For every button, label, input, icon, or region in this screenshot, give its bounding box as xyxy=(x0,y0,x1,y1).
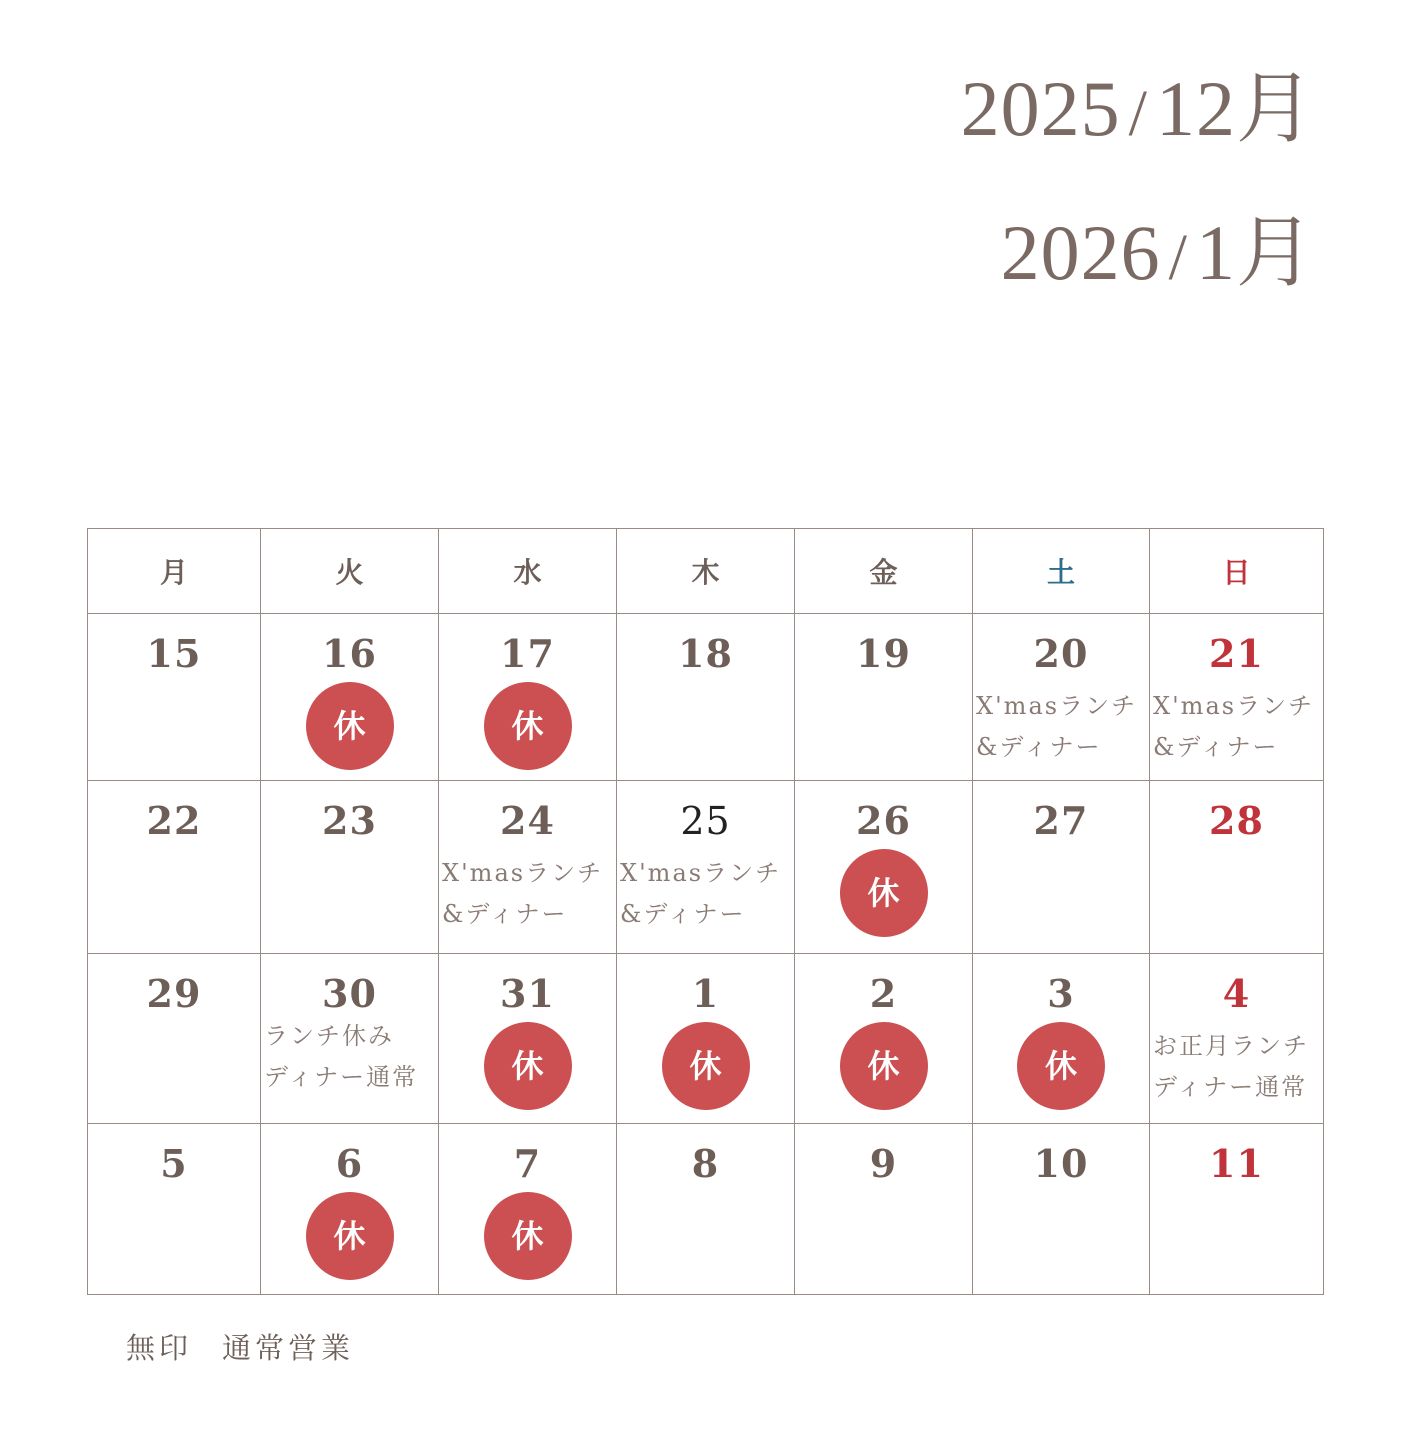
weekday-cell xyxy=(1150,529,1324,614)
day-cell xyxy=(88,614,261,781)
day-number: 8 xyxy=(691,1141,720,1186)
week-row xyxy=(88,614,1324,781)
legend-mark: 無印 xyxy=(126,1331,193,1365)
day-cell xyxy=(973,1124,1150,1295)
day-note xyxy=(1150,686,1323,768)
closed-badge: 休 xyxy=(484,1022,572,1110)
weekday-label: 月 xyxy=(159,556,188,589)
day-note-line: &ディナー xyxy=(620,900,746,928)
day-number: 26 xyxy=(856,798,911,843)
closed-badge: 休 xyxy=(1017,1022,1105,1110)
day-cell xyxy=(439,1124,617,1295)
legend-text: 通常営業 xyxy=(222,1331,355,1365)
day-cell xyxy=(439,954,617,1124)
closed-badge: 休 xyxy=(662,1022,750,1110)
day-number: 25 xyxy=(680,799,731,843)
day-number: 29 xyxy=(146,971,202,1016)
calendar-title-january xyxy=(1000,209,1315,296)
day-note-line: X'masランチ xyxy=(1153,692,1315,720)
day-cell xyxy=(973,954,1150,1124)
day-note-line: X'masランチ xyxy=(620,859,782,887)
day-number: 16 xyxy=(322,631,377,676)
day-note xyxy=(973,686,1149,768)
day-cell xyxy=(795,781,973,954)
day-note-line: X'masランチ xyxy=(976,692,1138,720)
day-cell xyxy=(88,1124,261,1295)
day-note-line: ディナー通常 xyxy=(1153,1073,1308,1101)
weekday-cell xyxy=(795,529,973,614)
day-number: 30 xyxy=(322,971,377,1016)
weekday-label: 水 xyxy=(513,556,542,589)
day-cell xyxy=(439,781,617,954)
day-note-line: お正月ランチ xyxy=(1153,1032,1309,1060)
day-number: 24 xyxy=(500,798,555,843)
title-year: 2025 xyxy=(960,65,1121,152)
day-number: 2 xyxy=(869,971,898,1016)
weekday-cell xyxy=(261,529,439,614)
day-note-line: ディナー通常 xyxy=(264,1063,419,1091)
day-number: 27 xyxy=(1033,798,1089,843)
day-number: 4 xyxy=(1222,971,1251,1016)
day-number: 22 xyxy=(146,798,202,843)
weekday-cell xyxy=(88,529,261,614)
title-month: 12月 xyxy=(1155,65,1315,152)
day-number: 10 xyxy=(1033,1141,1089,1186)
week-row xyxy=(88,781,1324,954)
closed-badge: 休 xyxy=(306,682,394,770)
weekday-label: 金 xyxy=(869,556,898,589)
day-note xyxy=(261,1016,438,1098)
day-note xyxy=(1150,1026,1323,1108)
day-cell xyxy=(1150,1124,1324,1295)
title-slash: / xyxy=(1168,221,1188,294)
title-year: 2026 xyxy=(1000,209,1161,296)
day-cell xyxy=(617,954,795,1124)
day-cell xyxy=(973,781,1150,954)
day-number: 18 xyxy=(678,631,733,676)
day-cell xyxy=(617,614,795,781)
weekday-label-saturday: 土 xyxy=(1046,556,1075,589)
closed-badge: 休 xyxy=(306,1192,394,1280)
day-cell xyxy=(261,1124,439,1295)
day-number: 3 xyxy=(1047,971,1075,1016)
day-note-line: ランチ休み xyxy=(264,1022,394,1050)
day-cell xyxy=(88,954,261,1124)
day-cell xyxy=(795,614,973,781)
day-cell xyxy=(617,781,795,954)
day-number: 28 xyxy=(1209,798,1264,843)
week-row xyxy=(88,954,1324,1124)
day-number: 31 xyxy=(500,971,555,1016)
title-month: 1月 xyxy=(1195,209,1315,296)
day-number: 17 xyxy=(500,631,555,676)
day-cell xyxy=(261,614,439,781)
closed-badge: 休 xyxy=(840,1022,928,1110)
day-cell xyxy=(617,1124,795,1295)
day-note-line: &ディナー xyxy=(1153,733,1279,761)
day-number: 1 xyxy=(691,971,720,1016)
calendar-title-december xyxy=(960,65,1315,152)
weekday-label: 火 xyxy=(335,556,364,589)
weekday-header-row xyxy=(88,529,1324,614)
day-number: 11 xyxy=(1209,1141,1264,1186)
day-note-line: &ディナー xyxy=(442,900,568,928)
day-note-line: &ディナー xyxy=(976,733,1102,761)
day-cell xyxy=(439,614,617,781)
day-cell xyxy=(261,781,439,954)
title-slash: / xyxy=(1128,77,1148,150)
closed-badge: 休 xyxy=(484,682,572,770)
day-cell xyxy=(1150,614,1324,781)
day-cell xyxy=(261,954,439,1124)
day-cell xyxy=(795,954,973,1124)
day-note xyxy=(439,853,616,935)
day-number: 5 xyxy=(160,1141,188,1186)
week-row xyxy=(88,1124,1324,1295)
day-cell xyxy=(1150,781,1324,954)
day-number: 9 xyxy=(869,1141,898,1186)
day-number: 21 xyxy=(1209,631,1264,676)
weekday-label: 木 xyxy=(691,556,720,589)
day-number: 19 xyxy=(856,631,911,676)
day-number: 6 xyxy=(335,1141,364,1186)
day-number: 23 xyxy=(322,798,377,843)
day-number: 15 xyxy=(146,631,202,676)
day-number: 20 xyxy=(1033,631,1089,676)
day-note-line: X'masランチ xyxy=(442,859,604,887)
weekday-cell xyxy=(973,529,1150,614)
business-calendar xyxy=(87,528,1324,1295)
closed-badge: 休 xyxy=(840,849,928,937)
weekday-cell xyxy=(439,529,617,614)
day-note xyxy=(617,853,794,935)
day-cell xyxy=(88,781,261,954)
weekday-label-sunday: 日 xyxy=(1222,556,1251,589)
day-number: 7 xyxy=(513,1141,542,1186)
closed-badge: 休 xyxy=(484,1192,572,1280)
day-cell xyxy=(973,614,1150,781)
day-cell xyxy=(1150,954,1324,1124)
weekday-cell xyxy=(617,529,795,614)
legend xyxy=(126,1326,354,1367)
day-cell xyxy=(795,1124,973,1295)
